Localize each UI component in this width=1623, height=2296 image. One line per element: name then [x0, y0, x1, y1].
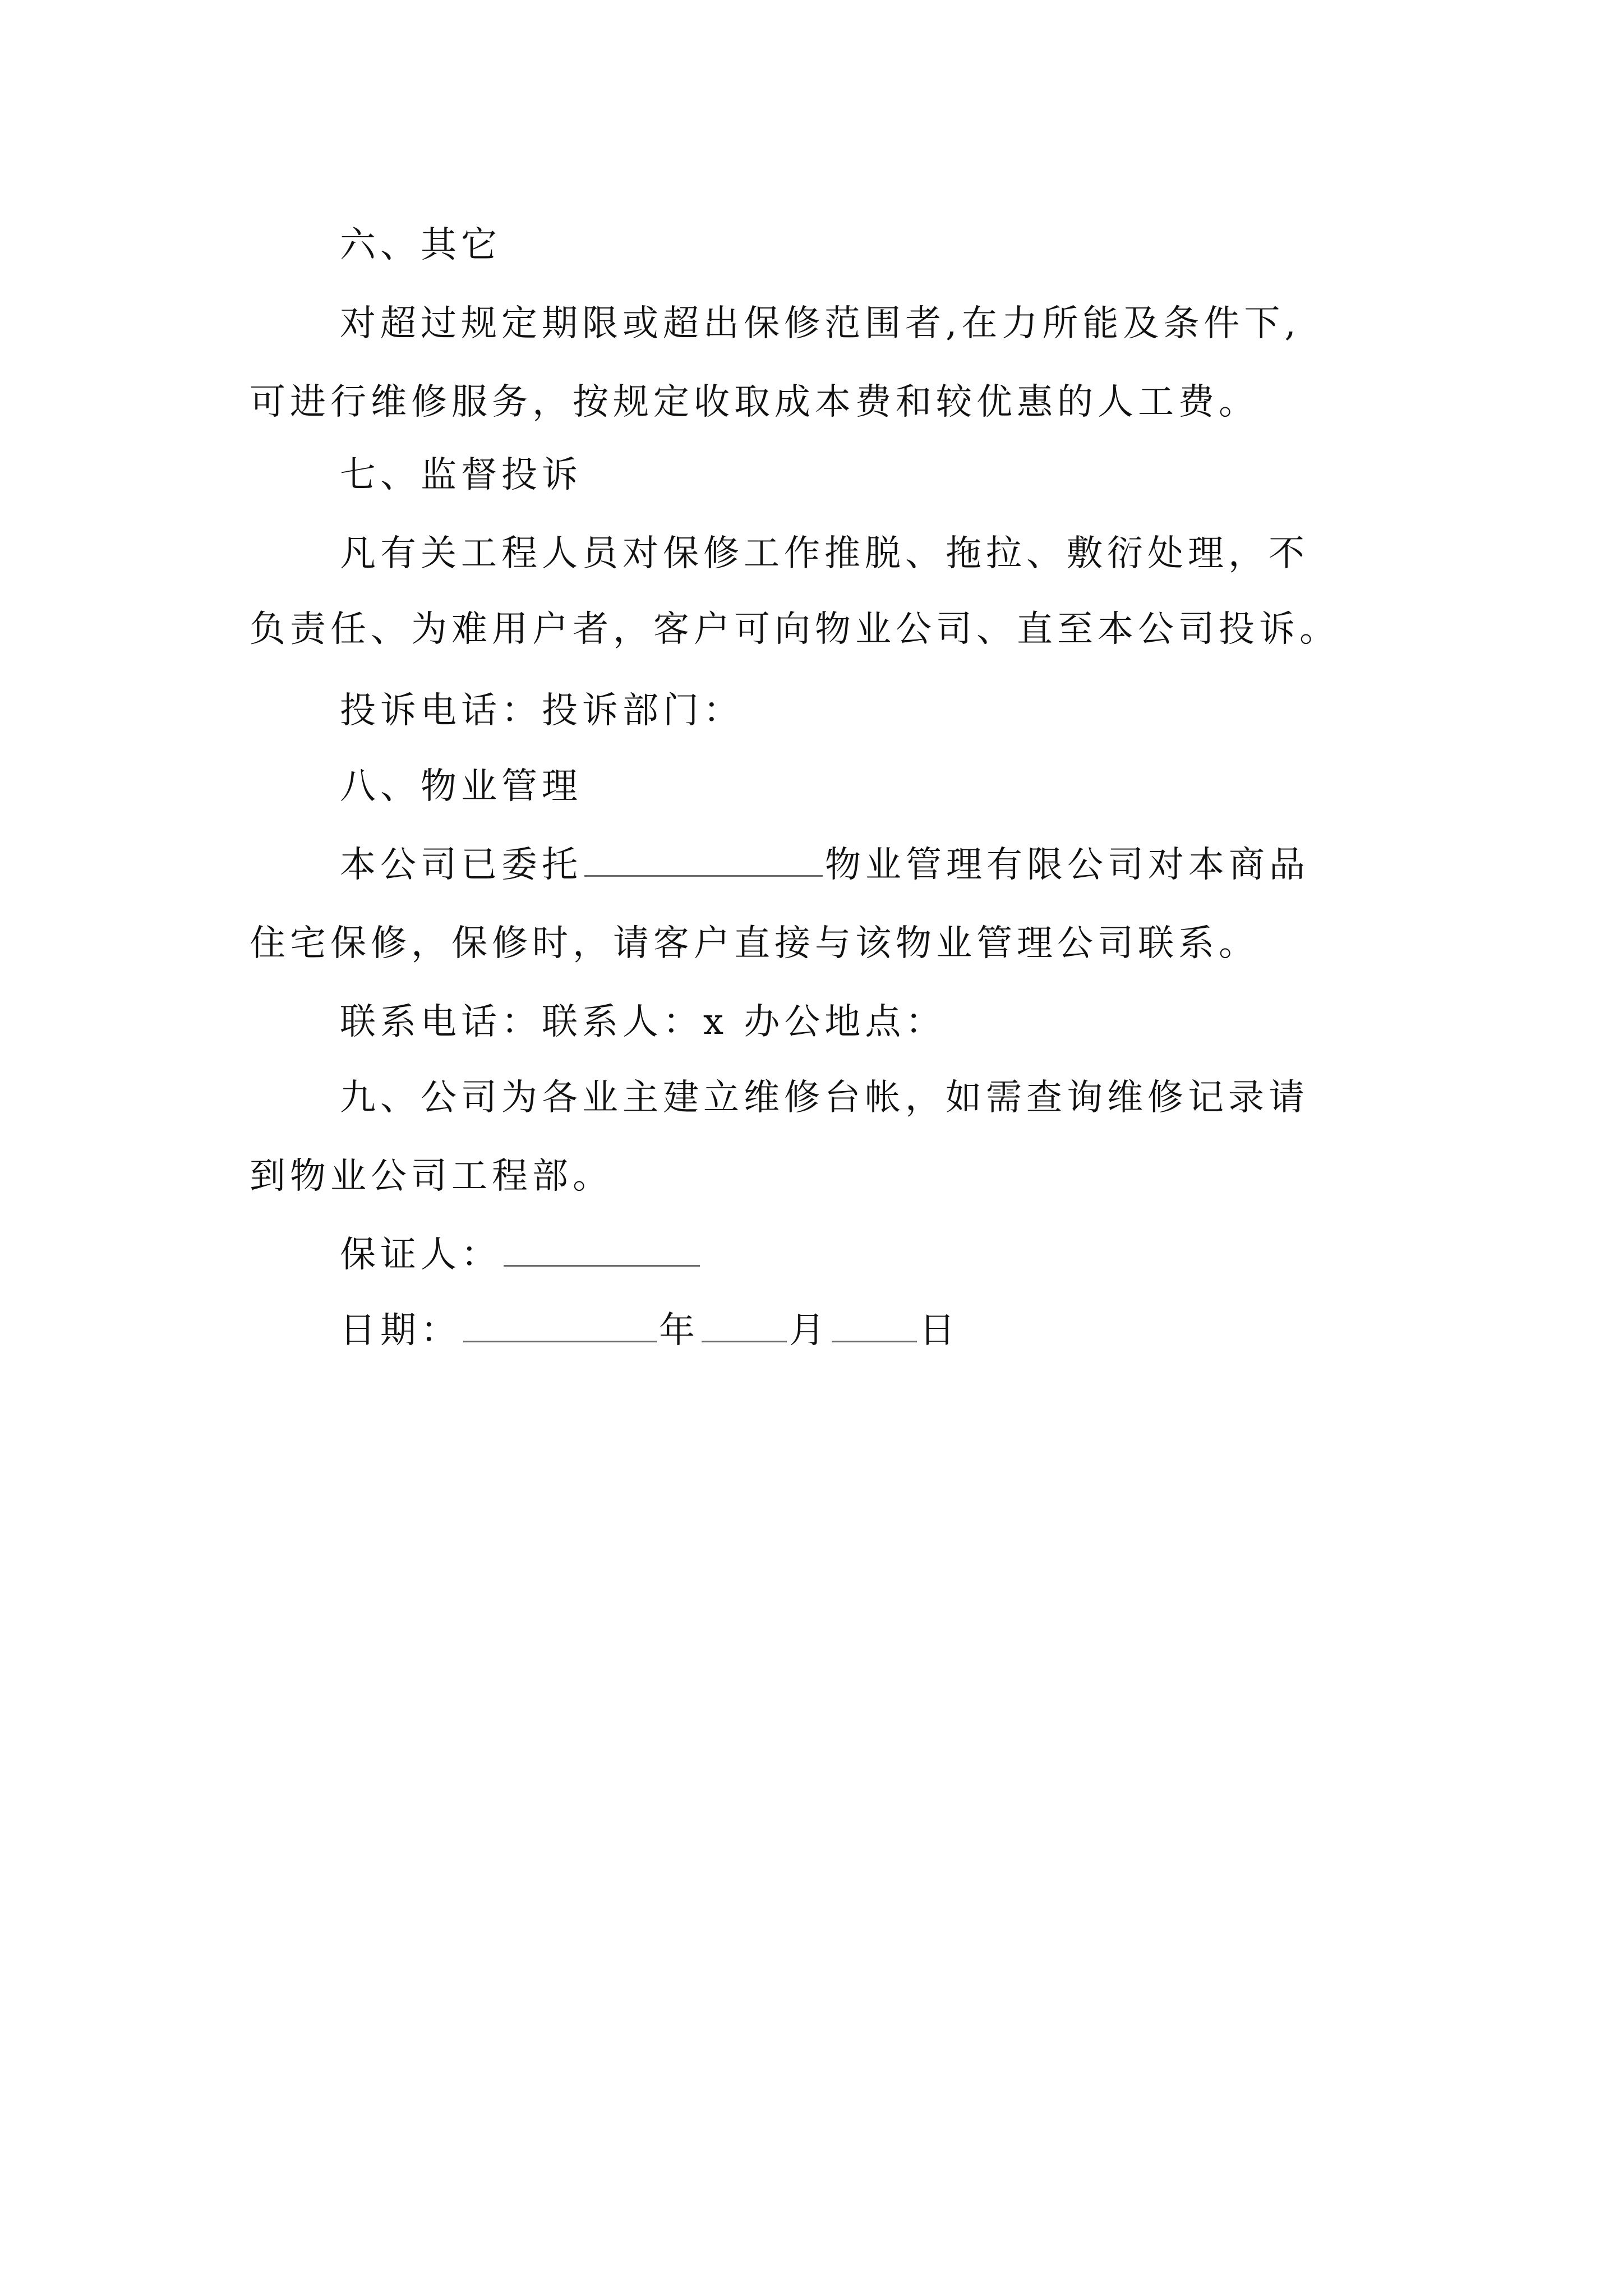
company-name-blank	[584, 841, 823, 877]
management-contact-line: 联系电话：联系人：x 办公地点：	[340, 1001, 946, 1043]
paragraph-line: 负责任、为难用户者，客户可向物业公司、直至本公司投诉。	[250, 609, 1340, 650]
guarantor-blank	[504, 1231, 700, 1267]
paragraph-line: 到物业公司工程部。	[250, 1156, 613, 1197]
section-heading-other: 六、其它	[340, 224, 501, 266]
year-blank	[463, 1307, 657, 1342]
guarantor-line	[340, 1230, 1518, 1280]
paragraph-line: 对超过规定期限或超出保修范围者,在力所能及条件下,	[340, 303, 1301, 344]
paragraph-text: 物业管理有限公司对本商品	[825, 844, 1310, 886]
section-heading-property-management: 八、物业管理	[340, 766, 582, 807]
date-line	[340, 1305, 1518, 1356]
date-label: 日期：	[340, 1310, 461, 1351]
section-records-line: 九、公司为各业主建立维修台帐，如需查询维修记录请	[340, 1077, 1309, 1119]
guarantor-label: 保证人：	[340, 1234, 501, 1276]
section-heading-supervision: 七、监督投诉	[340, 454, 582, 496]
paragraph-line: 凡有关工程人员对保修工作推脱、拖拉、敷衍处理，不	[340, 533, 1309, 574]
year-label: 年	[659, 1310, 699, 1351]
month-label: 月	[789, 1310, 829, 1351]
day-blank	[832, 1307, 917, 1342]
paragraph-line: 可进行维修服务，按规定收取成本费和较优惠的人工费。	[250, 381, 1259, 423]
complaint-contact-line: 投诉电话：投诉部门：	[340, 690, 744, 731]
day-label: 日	[919, 1310, 960, 1351]
paragraph-line-with-blank	[340, 840, 1518, 890]
paragraph-text: 本公司已委托	[340, 844, 582, 886]
month-blank	[702, 1307, 787, 1342]
paragraph-line: 住宅保修，保修时，请客户直接与该物业管理公司联系。	[250, 923, 1259, 964]
